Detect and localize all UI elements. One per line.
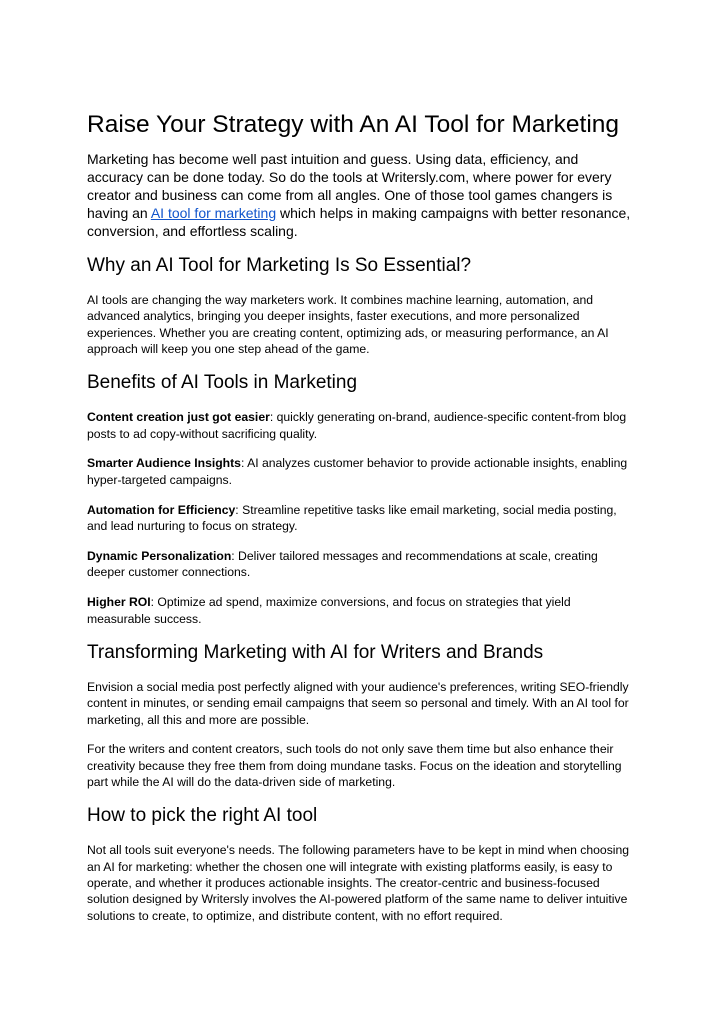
- benefit-term: Content creation just got easier: [87, 410, 270, 425]
- benefit-term: Automation for Efficiency: [87, 502, 236, 517]
- transforming-paragraph: For the writers and content creators, such tools do not only save them time but also enhance their creativity because they free them from doing mundane tasks. Focus on the ideation and storytelling part while the AI will do the data-driven side of marketing.: [87, 742, 622, 790]
- transforming-paragraph: Envision a social media post perfectly aligned with your audience's preferences, writing SEO-friendly content in minutes, or sending email campaigns that seem so personal and timely. With an AI tool for marketing, all this and more are possible.: [87, 679, 629, 727]
- ai-tool-for-marketing-link[interactable]: AI tool for marketing: [150, 205, 277, 221]
- benefit-term: Dynamic Personalization: [87, 549, 232, 564]
- benefit-item: [87, 594, 632, 627]
- benefit-term: Higher ROI: [87, 595, 151, 610]
- pick-paragraph: Not all tools suit everyone's needs. The following parameters have to be kept in mind when choosing an AI for marketing: whether the chosen one will integrate with existing platforms easily, is easy to operate, and whether it produces actionable insights. The creator-centric and business-focused solution designed by Writersly involves the AI-powered platform of the same name to deliver intuitive solutions to create, to optimize, and distribute content, with no effort required.: [87, 843, 630, 923]
- benefit-term: Smarter Audience Insights: [87, 456, 241, 471]
- intro-text-after-link: which helps in making campaigns with better resonance, conversion, and effortless scaling.: [87, 205, 631, 239]
- page-title: Raise Your Strategy with An AI Tool for Marketing: [87, 111, 620, 138]
- intro-text-before-link: Marketing has become well past intuition and guess. Using data, efficiency, and accuracy can be done today. So do the tools at Writersly.com, where power for every creator and business can come from all angles. One of those tool games changers is having an: [87, 151, 613, 221]
- benefit-text: : AI analyzes customer behavior to provide actionable insights, enabling hyper-targeted campaigns.: [87, 456, 628, 487]
- benefit-item: [87, 455, 632, 488]
- benefit-text: : Streamline repetitive tasks like email marketing, social media posting, and lead nurturing to focus on strategy.: [87, 502, 617, 534]
- benefit-text: : Deliver tailored messages and recommendations at scale, creating deeper customer connections.: [87, 549, 598, 580]
- document-page: [87, 110, 632, 938]
- benefit-item: [87, 502, 632, 535]
- benefit-text: : quickly generating on-brand, audience-specific content-from blog posts to ad copy-without sacrificing quality.: [87, 410, 627, 441]
- benefit-text: : Optimize ad spend, maximize conversions, and focus on strategies that yield measurable success.: [87, 595, 571, 626]
- section-heading-why: Why an AI Tool for Marketing Is So Essential?: [87, 255, 472, 276]
- section-heading-transforming: Transforming Marketing with AI for Writers and Brands: [87, 641, 544, 663]
- section-heading-benefits: Benefits of AI Tools in Marketing: [87, 372, 358, 394]
- benefit-item: [87, 409, 632, 442]
- section-heading-pick: How to pick the right AI tool: [87, 805, 318, 827]
- intro-paragraph: [87, 150, 632, 240]
- benefit-item: [87, 548, 632, 581]
- why-paragraph: AI tools are changing the way marketers work. It combines machine learning, automation, and advanced analytics, bringing you deeper insights, faster executions, and more personalized experiences. Whether you are creating content, optimizing ads, or measuring performance, an AI approach will keep you one step ahead of the game.: [87, 293, 609, 357]
